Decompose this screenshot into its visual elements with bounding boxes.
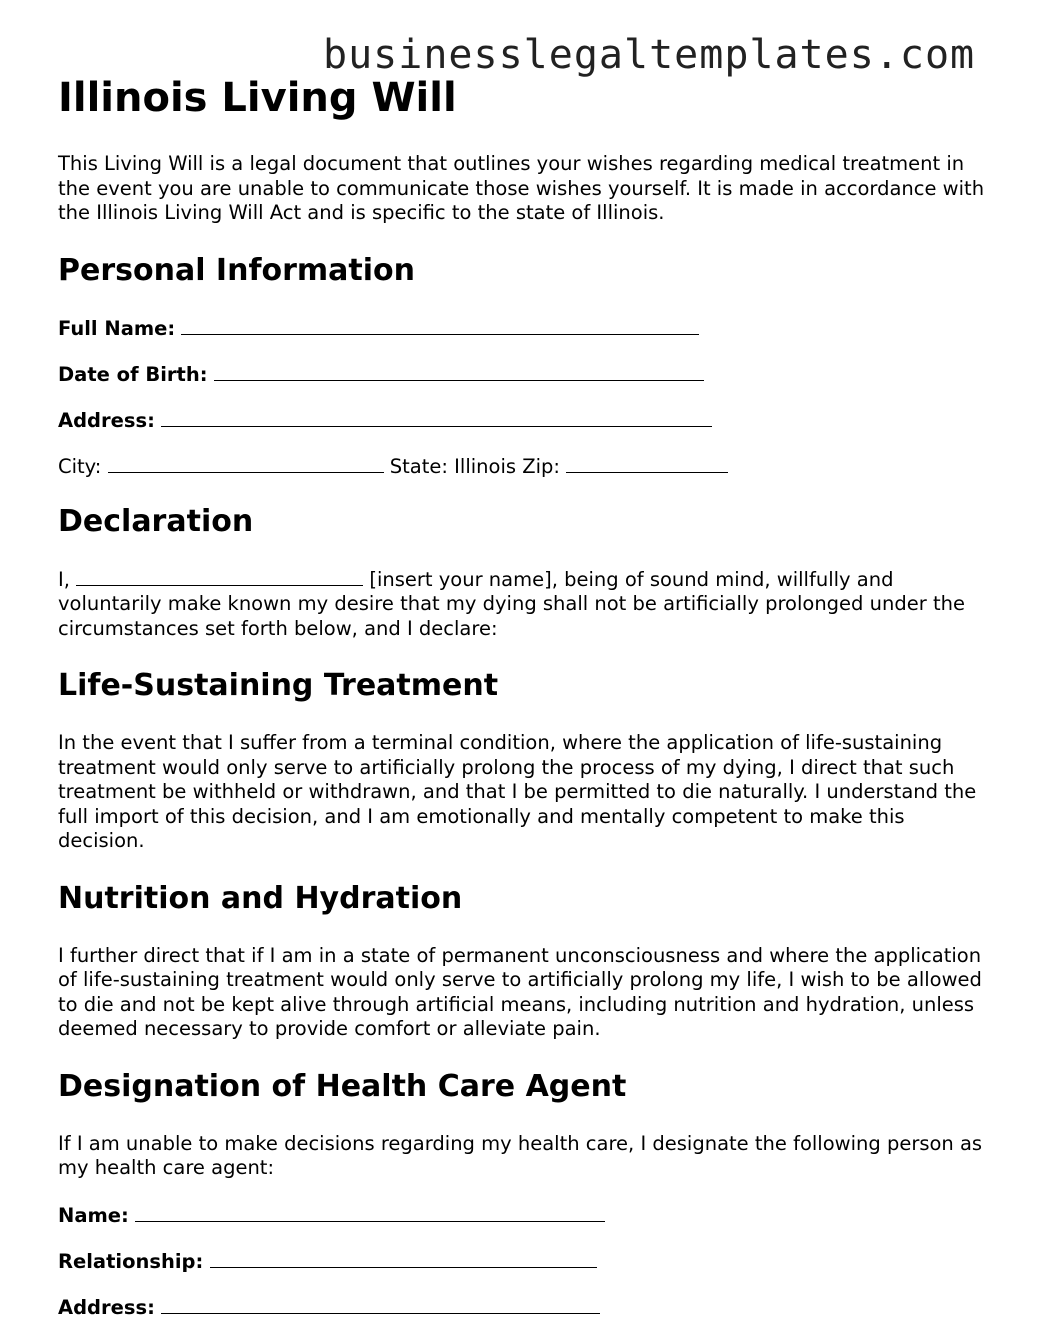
agent-address-line[interactable] xyxy=(161,1295,600,1314)
personal-info-heading: Personal Information xyxy=(58,252,415,288)
city-label: City: xyxy=(58,454,102,478)
dob-label: Date of Birth: xyxy=(58,362,208,386)
agent-name-line[interactable] xyxy=(135,1203,605,1222)
city-state-zip-field xyxy=(58,454,988,479)
agent-paragraph: If I am unable to make decisions regarding my health care, I designate the following person as my health care agent: xyxy=(58,1131,983,1179)
agent-relationship-label: Relationship: xyxy=(58,1249,204,1273)
address-field xyxy=(58,408,988,433)
document-title: Illinois Living Will xyxy=(58,75,457,121)
agent-relationship-line[interactable] xyxy=(210,1249,597,1268)
site-watermark: businesslegaltemplates.com xyxy=(323,32,976,78)
zip-line[interactable] xyxy=(566,454,728,473)
agent-name-label: Name: xyxy=(58,1203,129,1227)
dob-field xyxy=(58,362,988,387)
full-name-line[interactable] xyxy=(181,316,699,335)
life-sustaining-heading: Life-Sustaining Treatment xyxy=(58,668,499,703)
agent-name-field xyxy=(58,1203,988,1228)
life-sustaining-paragraph: In the event that I suffer from a terminal condition, where the application of life-sustaining treatment would only serve to artificially prolong the process of my dying, I direct that such treatment be withheld or withdrawn, and that I be permitted to die naturally. I understand the full import of this decision, and I am emotionally and mentally competent to make this decision. xyxy=(58,731,977,852)
agent-heading: Designation of Health Care Agent xyxy=(58,1068,627,1104)
declarant-name-line[interactable] xyxy=(76,567,363,586)
declaration-body: [insert your name], being of sound mind, willfully and voluntarily make known my desire that my dying shall not be artificially prolonged under the circumstances set forth below, and I declare: xyxy=(58,567,965,640)
full-name-label: Full Name: xyxy=(58,316,176,340)
nutrition-paragraph: I further direct that if I am in a state of permanent unconsciousness and where the application of life-sustaining treatment would only serve to artificially prolong my life, I wish to be allowed to die and not be kept alive through artificial means, including nutrition and hydration, unless deemed necessary to provide comfort or alleviate pain. xyxy=(58,943,982,1040)
agent-address-label: Address: xyxy=(58,1295,155,1319)
declaration-heading: Declaration xyxy=(58,503,254,539)
full-name-field xyxy=(58,316,988,341)
agent-address-field xyxy=(58,1295,988,1320)
address-label: Address: xyxy=(58,408,155,432)
declaration-prefix: I, xyxy=(58,567,70,591)
city-line[interactable] xyxy=(108,454,384,473)
dob-line[interactable] xyxy=(214,362,704,381)
document-page xyxy=(58,72,988,1341)
declaration-paragraph xyxy=(58,567,988,642)
intro-paragraph: This Living Will is a legal document that outlines your wishes regarding medical treatment in the event you are unable to communicate those wishes yourself. It is made in accordance with the Illinois Living Will Act and is specific to the state of Illinois. xyxy=(58,152,985,224)
address-line[interactable] xyxy=(161,408,712,427)
nutrition-heading: Nutrition and Hydration xyxy=(58,880,463,916)
agent-relationship-field xyxy=(58,1249,988,1274)
state-label: State: Illinois xyxy=(389,454,517,478)
zip-label: Zip: xyxy=(522,454,560,478)
